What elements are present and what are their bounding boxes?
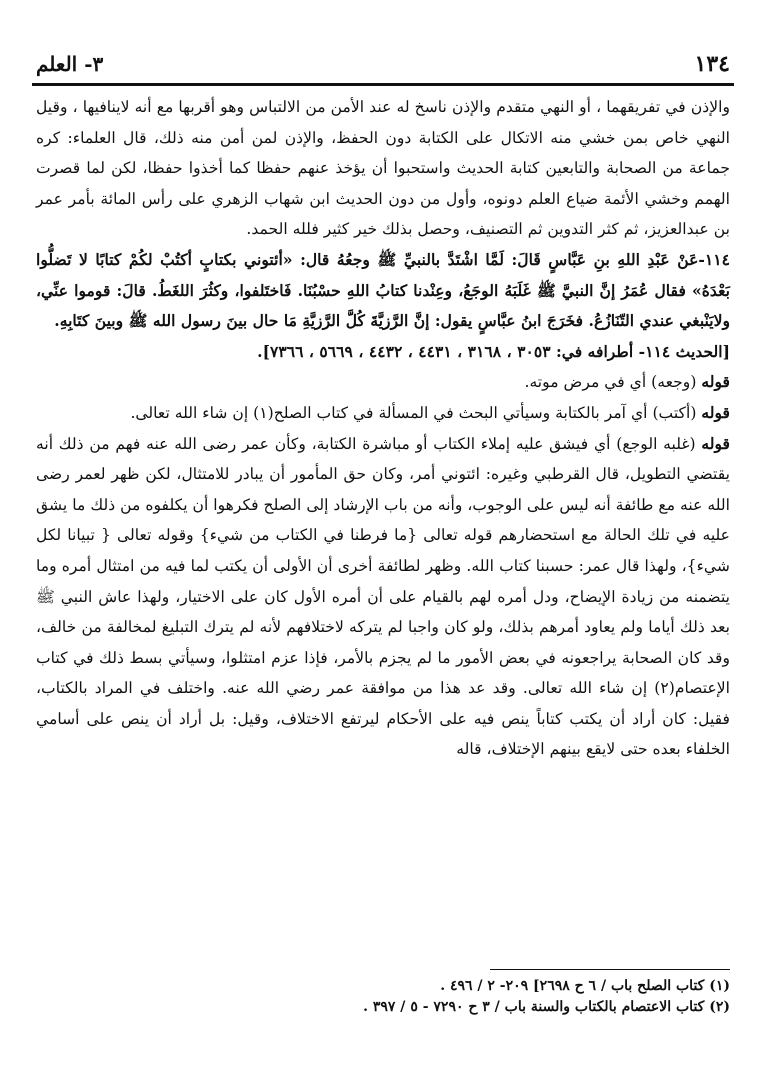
footnotes	[36, 976, 730, 1018]
commentary-key: قوله	[701, 372, 730, 392]
page-header	[36, 52, 730, 76]
commentary-key: قوله	[701, 433, 730, 453]
header-rule	[32, 83, 734, 86]
chapter-title: ٣- العلم	[36, 52, 104, 76]
footnote-1: (١) كتاب الصلح باب / ٦ ح ٢٦٩٨] ٢٠٩- ٢ / ٤٩٦ .	[440, 978, 730, 994]
commentary-wajaahu	[36, 367, 730, 398]
commentary-text: (أكتب) أي آمر بالكتابة وسيأتي البحث في المسألة في كتاب الصلح(١) إن شاء الله تعالى.	[130, 403, 697, 422]
footnote-rule	[490, 969, 730, 970]
page-body	[36, 92, 730, 765]
commentary-text: (وجعه) أي في مرض موته.	[524, 373, 697, 392]
page-number: ١٣٤	[694, 51, 730, 77]
hadith-reference: [الحديث ١١٤- أطرافه في: ٣٠٥٣ ، ٣١٦٨ ، ٤٤٣١ ، ٤٤٣٢ ، ٥٦٦٩ ، ٧٣٦٦].	[257, 341, 730, 361]
footnote-2: (٢) كتاب الاعتصام بالكتاب والسنة باب / ٣ ح ٧٢٩٠ - ٥ / ٣٩٧ .	[363, 999, 730, 1015]
commentary-key: قوله	[701, 402, 730, 422]
paragraph-intro: والإذن في تفريقهما ، أو النهي متقدم والإذن ناسخ له عند الأمن من الالتباس وهو أقربها مع أنه لاينافيها ، وقيل النهي خاص بمن خشي منه الاتكال على الكتابة دون الحفظ، والإذن لمن أمن منه ذلك، قال العلماء: كره جماعة من الصحابة والتابعين كتابة الحديث واستحبوا أن يؤخذ عنهم حفظا كما أخذوا حفظا، لكن لما قصرت الهمم وخشي الأئمة ضياع العلم دونوه، وأول من دون الحديث ابن شهاب الزهري على رأس المائة بأمر عمر بن عبدالعزيز، ثم كثر التدوين ثم التصنيف، وحصل بذلك خير كثير فلله الحمد.	[36, 98, 730, 239]
commentary-ghalabahu	[36, 429, 730, 766]
commentary-aktub	[36, 398, 730, 429]
hadith-text: ١١٤-عَنْ عَبْدِ اللهِ بنِ عَبَّاسٍ قَالَ: لَمَّا اشْتَدَّ بالنبيِّ ﷺ وجعُهُ قال: «أئتوني بكتابٍ أكتُبْ لكُمْ كتابًا لا تَضلُّوا بَعْدَهُ» فقال عُمَرُ إنَّ النبيَّ ﷺ غَلَبَهُ الوجَعُ، وعِنْدنا كتابُ اللهِ حسْبُنَا. فَاختَلفوا، وكثُرَ اللغَطُ. قالَ: قوموا عنِّي، ولايَنْبغي عندي التّنَازُعُ. فخَرَجَ ابنُ عبَّاسٍ يقول: إنَّ الرَّزيَّةَ كُلَّ الرَّزيَّةِ مَا حال بينَ رسول الله ﷺ وبينَ كتَابِهِ.	[36, 249, 730, 331]
commentary-text: (غلبه الوجع) أي فيشق عليه إملاء الكتاب أو مباشرة الكتابة، وكأن عمر رضى الله عنه فهم من ذلك أنه يقتضي التطويل، قال القرطبي وغيره: ائتوني أمر، وكان حق المأمور أن يبادر للامتثال، لكن ظهر لعمر رضى الله عنه مع طائفة أنه ليس على الوجوب، وأنه من باب الإرشاد إلى الصلح فكرهوا أن يكلفوه من ذلك ما يشق عليه في تلك الحالة مع استحضارهم قوله تعالى {ما فرطنا في الكتاب من شيء} وقوله تعالى { تبيانا لكل شيء}، ولهذا قال عمر: حسبنا كتاب الله. وظهر لطائفة أخرى أن الأولى أن يكتب لما فيه من امتثال أمره وما يتضمنه من زيادة الإيضاح، ودل أمره لهم بالقيام على أن أمره الأول كان على الاختيار، ولهذا عاش النبي ﷺ بعد ذلك أياما ولم يعاود أمرهم بذلك، ولو كان واجبا لم يتركه لاختلافهم لأنه لم يترك التبليغ لمخالفة من خالف، وقد كان الصحابة يراجعونه في بعض الأمور ما لم يجزم بالأمر، فإذا عزم امتثلوا، وسيأتي بسط ذلك في كتاب الإعتصام(٢) إن شاء الله تعالى. وقد عد هذا من موافقة عمر رضي الله عنه. واختلف في المراد بالكتاب، فقيل: كان أراد أن يكتب كتاباً ينص فيه على الأحكام ليرتفع الاختلاف، وقيل: بل أراد أن ينص على أسامي الخلفاء بعده حتى لايقع بينهم الإختلاف، قاله	[36, 434, 730, 759]
